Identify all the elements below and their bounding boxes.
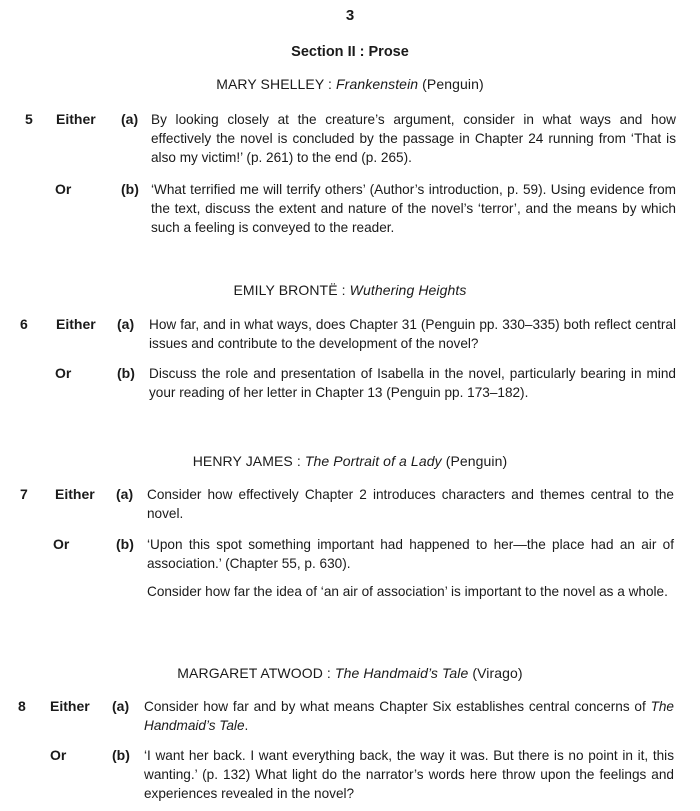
- choice-or: Or: [53, 536, 70, 552]
- part-label: (b): [112, 747, 130, 763]
- part-label: (a): [112, 698, 130, 714]
- question-text: [147, 485, 674, 523]
- paragraph: ‘What terrified me will terrify others’ (Author’s introduction, p. 59). Using evidence from the text, discuss the extent and nature of the novel’s ‘terror’, and the means by which such a feeling is conveyed to the reader.: [151, 182, 676, 235]
- paragraph: Discuss the role and presentation of Isabella in the novel, particularly bearing in mind your reading of her letter in Chapter 13 (Penguin pp. 173–182).: [149, 366, 676, 400]
- text-heading: [0, 75, 700, 94]
- choice-either: Either: [56, 111, 96, 127]
- author-name: MARY SHELLEY: [216, 76, 325, 92]
- choice-either: Either: [56, 316, 96, 332]
- part-label: (a): [121, 111, 139, 127]
- part-label: (b): [121, 181, 139, 197]
- author-name: EMILY BRONTË: [233, 282, 338, 298]
- paragraph: ‘I want her back. I want everything back, the way it was. But there is no point in it, this wanting.’ (p. 132) What light do the narrator’s words here throw upon the feelings and experiences revealed in the novel?: [144, 748, 674, 801]
- question-text: [144, 697, 674, 735]
- paragraph: By looking closely at the creature’s argument, consider in what ways and how effectively the novel is concluded by the passage in Chapter 24 running from ‘That is also my victim!’ (p. 261) to the end (p. 265).: [151, 112, 676, 165]
- paragraph-text: Consider how far and by what means Chapter Six establishes central concerns of: [144, 699, 646, 714]
- choice-or: Or: [55, 365, 72, 381]
- publisher: (Penguin): [445, 453, 508, 469]
- question-text: [151, 110, 676, 167]
- part-label: (a): [116, 486, 134, 502]
- punctuation: .: [244, 718, 249, 733]
- separator: :: [292, 453, 305, 469]
- question-text: [144, 746, 674, 803]
- choice-or: Or: [55, 181, 72, 197]
- question-number: 8: [18, 698, 26, 714]
- separator: :: [337, 282, 350, 298]
- question-text: [147, 535, 674, 601]
- book-title: Wuthering Heights: [349, 282, 467, 298]
- question-number: 5: [25, 111, 33, 127]
- part-label: (b): [117, 365, 135, 381]
- section-title: Section II : Prose: [291, 44, 409, 60]
- book-title: The Portrait of a Lady: [304, 453, 442, 469]
- author-name: MARGARET ATWOOD: [177, 665, 323, 681]
- choice-either: Either: [55, 486, 95, 502]
- separator: :: [322, 665, 335, 681]
- paragraph: How far, and in what ways, does Chapter 31 (Penguin pp. 330–335) both reflect central issues and contribute to the development of the novel?: [149, 317, 676, 351]
- choice-or: Or: [50, 747, 67, 763]
- question-number: 7: [20, 486, 28, 502]
- question-text: [149, 315, 676, 353]
- text-heading: [0, 452, 700, 471]
- author-name: HENRY JAMES: [192, 453, 293, 469]
- book-title: Frankenstein: [336, 76, 419, 92]
- paragraph: Consider how far the idea of ‘an air of association’ is important to the novel as a whole.: [147, 584, 668, 599]
- book-title-inline: The Handmaid’s Tale: [144, 699, 674, 733]
- separator: :: [324, 76, 337, 92]
- question-text: [151, 180, 676, 237]
- publisher: (Virago): [472, 665, 523, 681]
- paragraph: ‘Upon this spot something important had happened to her—the place had an air of association.’ (Chapter 55, p. 630).: [147, 537, 674, 571]
- publisher: (Penguin): [422, 76, 484, 92]
- part-label: (a): [117, 316, 135, 332]
- question-text: [149, 364, 676, 402]
- page-number: 3: [345, 7, 355, 24]
- choice-either: Either: [50, 698, 90, 714]
- paragraph: Consider how effectively Chapter 2 introduces characters and themes central to the novel.: [147, 487, 674, 521]
- paragraph: [144, 697, 674, 735]
- question-number: 6: [20, 316, 28, 332]
- text-heading: [0, 281, 700, 300]
- part-label: (b): [116, 536, 134, 552]
- book-title: The Handmaid’s Tale: [334, 665, 469, 681]
- text-heading: [0, 664, 700, 683]
